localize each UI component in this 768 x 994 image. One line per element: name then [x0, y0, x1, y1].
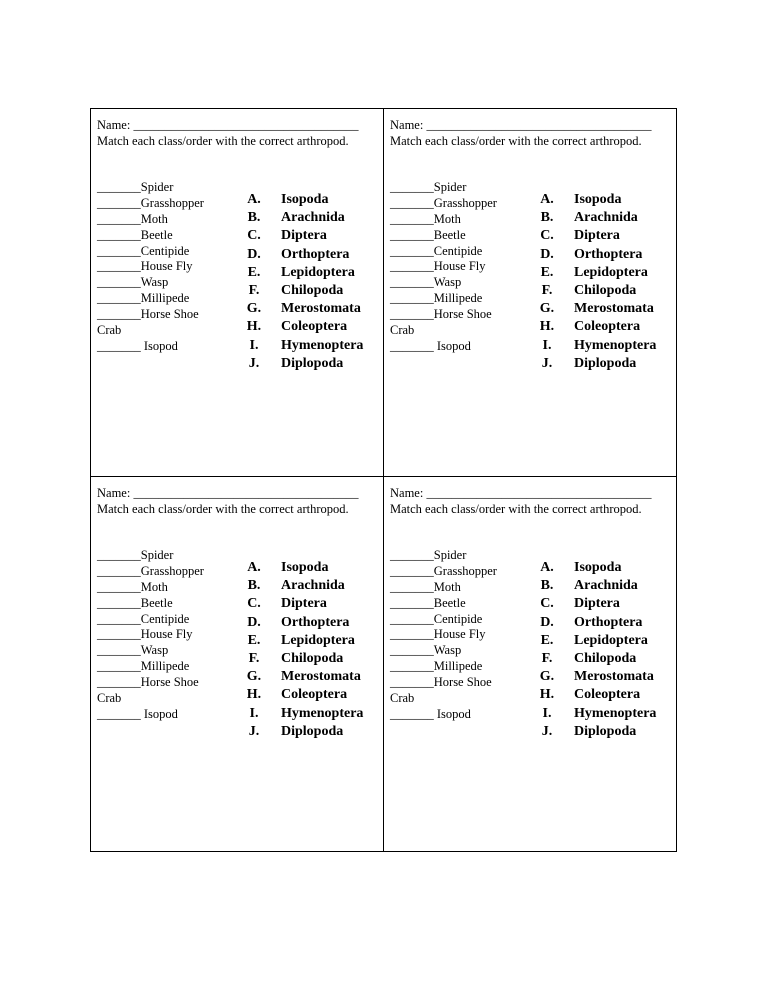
answer-name: Hymenoptera: [281, 337, 364, 353]
answer-name: Lepidoptera: [574, 264, 648, 280]
answer-letter: I.: [542, 337, 552, 353]
answer-name: Isopoda: [574, 560, 622, 575]
arthropod-blank-item: _______Wasp: [97, 643, 169, 658]
answer-name: Coleoptera: [574, 687, 641, 703]
answer-letter: B.: [247, 578, 261, 594]
class-order-list: [532, 191, 656, 373]
answer-letter: G.: [246, 301, 262, 317]
class-order-item: [239, 227, 363, 245]
quiz-card: [384, 477, 676, 851]
arthropod-blank-item: _______Centipide: [97, 611, 190, 626]
answer-letter: I.: [249, 705, 259, 721]
arthropod-blank-item: _______Wasp: [97, 275, 169, 290]
answer-letter: F.: [248, 650, 260, 666]
arthropod-blank-item: _______Horse Shoe: [390, 675, 492, 690]
answer-name: Orthoptera: [574, 246, 643, 262]
class-order-item: [239, 559, 363, 577]
instructions: Match each class/order with the correct arthropod.: [390, 134, 642, 148]
answer-letter: H.: [246, 687, 262, 703]
answer-letter: G.: [246, 669, 262, 685]
answer-letter: H.: [246, 319, 262, 335]
answer-letter: C.: [247, 596, 261, 612]
class-order-item: [532, 246, 656, 264]
answer-name: Hymenoptera: [281, 705, 364, 721]
answer-name: Diptera: [281, 596, 327, 612]
answer-letter: C.: [540, 596, 554, 612]
class-order-list: [239, 559, 363, 741]
arthropod-blank-item: _______ Isopod: [390, 338, 471, 353]
answer-name: Isopoda: [281, 560, 329, 575]
answer-name: Chilopoda: [574, 650, 637, 666]
class-order-item: [532, 355, 656, 373]
arthropod-blank-item: Crab: [97, 691, 122, 706]
answer-name: Coleoptera: [281, 687, 348, 703]
quiz-card: [384, 109, 676, 477]
class-order-item: [239, 686, 363, 704]
class-order-item: [532, 723, 656, 741]
answer-name: Orthoptera: [281, 246, 350, 262]
answer-letter: A.: [247, 192, 261, 207]
answer-name: Diplopoda: [574, 355, 637, 371]
arthropod-blank-item: _______House Fly: [390, 627, 486, 642]
class-order-item: [239, 705, 363, 723]
arthropod-list: [97, 548, 204, 723]
answer-name: Lepidoptera: [281, 632, 355, 648]
answer-letter: C.: [247, 228, 261, 244]
arthropod-blank-item: _______Grasshopper: [97, 563, 204, 578]
arthropod-blank-item: _______Horse Shoe: [390, 307, 492, 322]
class-order-item: [532, 559, 656, 577]
class-order-item: [532, 191, 656, 209]
arthropod-blank-item: _______Centipide: [390, 243, 483, 258]
arthropod-blank-item: _______Horse Shoe: [97, 307, 199, 322]
answer-letter: C.: [540, 228, 554, 244]
arthropod-blank-item: _______Millipede: [390, 291, 483, 306]
class-order-list: [532, 559, 656, 741]
arthropod-blank-item: _______House Fly: [97, 627, 193, 642]
class-order-item: [239, 209, 363, 227]
answer-name: Arachnida: [281, 578, 345, 594]
answer-name: Merostomata: [281, 669, 361, 685]
arthropod-blank-item: _______Moth: [97, 211, 168, 226]
class-order-item: [239, 337, 363, 355]
answer-name: Diplopoda: [574, 723, 637, 739]
arthropod-blank-item: _______Moth: [390, 211, 461, 226]
arthropod-blank-item: Crab: [390, 691, 415, 706]
class-order-item: [532, 227, 656, 245]
arthropod-blank-item: _______Horse Shoe: [97, 675, 199, 690]
answer-name: Arachnida: [281, 210, 345, 226]
arthropod-list: [390, 180, 497, 355]
name-field-line: Name: ____________________________________: [97, 486, 359, 500]
answer-letter: B.: [540, 578, 554, 594]
answer-name: Lepidoptera: [281, 264, 355, 280]
answer-name: Merostomata: [281, 301, 361, 317]
arthropod-blank-item: _______Millipede: [97, 659, 190, 674]
arthropod-blank-item: _______Moth: [390, 579, 461, 594]
name-field-line: Name: ____________________________________: [390, 486, 652, 500]
class-order-item: [532, 595, 656, 613]
arthropod-blank-item: _______Millipede: [390, 659, 483, 674]
class-order-item: [532, 686, 656, 704]
class-order-item: [239, 282, 363, 300]
class-order-item: [239, 614, 363, 632]
arthropod-blank-item: Crab: [97, 323, 122, 338]
arthropod-blank-item: _______Beetle: [390, 595, 466, 610]
answer-name: Chilopoda: [281, 650, 344, 666]
arthropod-blank-item: _______Grasshopper: [390, 195, 497, 210]
answer-letter: E.: [540, 632, 554, 648]
class-order-item: [532, 282, 656, 300]
class-order-item: [532, 705, 656, 723]
class-order-item: [239, 318, 363, 336]
class-order-item: [239, 595, 363, 613]
arthropod-blank-item: _______Spider: [97, 548, 174, 562]
arthropod-blank-item: _______Wasp: [390, 643, 462, 658]
answer-name: Merostomata: [574, 669, 654, 685]
answer-letter: E.: [540, 264, 554, 280]
answer-letter: H.: [539, 319, 555, 335]
answer-name: Merostomata: [574, 301, 654, 317]
class-order-item: [239, 355, 363, 373]
instructions: Match each class/order with the correct arthropod.: [97, 502, 349, 516]
answer-letter: B.: [247, 210, 261, 226]
answer-letter: D.: [540, 614, 554, 630]
answer-name: Diplopoda: [281, 355, 344, 371]
class-order-item: [532, 577, 656, 595]
answer-name: Arachnida: [574, 210, 638, 226]
class-order-item: [239, 264, 363, 282]
answer-letter: D.: [540, 246, 554, 262]
answer-name: Diptera: [281, 228, 327, 244]
quiz-card: [91, 477, 384, 851]
arthropod-blank-item: _______Beetle: [390, 227, 466, 242]
arthropod-blank-item: _______Spider: [97, 180, 174, 194]
answer-letter: G.: [539, 301, 555, 317]
answer-letter: F.: [248, 282, 260, 298]
answer-letter: A.: [540, 192, 554, 207]
answer-name: Chilopoda: [281, 282, 344, 298]
answer-name: Orthoptera: [281, 614, 350, 630]
arthropod-blank-item: _______Millipede: [97, 291, 190, 306]
class-order-item: [532, 300, 656, 318]
answer-name: Coleoptera: [281, 319, 348, 335]
name-field-line: Name: ____________________________________: [390, 118, 652, 132]
answer-name: Hymenoptera: [574, 337, 657, 353]
answer-letter: D.: [247, 614, 261, 630]
answer-letter: F.: [541, 650, 553, 666]
answer-name: Isopoda: [574, 192, 622, 207]
arthropod-blank-item: _______Centipide: [97, 243, 190, 258]
answer-name: Orthoptera: [574, 614, 643, 630]
answer-name: Diptera: [574, 596, 620, 612]
class-order-item: [239, 300, 363, 318]
arthropod-blank-item: _______Centipide: [390, 611, 483, 626]
answer-name: Coleoptera: [574, 319, 641, 335]
class-order-item: [239, 668, 363, 686]
answer-letter: E.: [247, 632, 261, 648]
arthropod-blank-item: _______Grasshopper: [97, 195, 204, 210]
arthropod-blank-item: _______Wasp: [390, 275, 462, 290]
arthropod-blank-item: Crab: [390, 323, 415, 338]
class-order-list: [239, 191, 363, 373]
answer-letter: A.: [247, 560, 261, 575]
arthropod-blank-item: _______House Fly: [390, 259, 486, 274]
worksheet-grid: [90, 108, 677, 852]
class-order-item: [239, 632, 363, 650]
class-order-item: [532, 632, 656, 650]
answer-name: Diplopoda: [281, 723, 344, 739]
answer-name: Diptera: [574, 228, 620, 244]
class-order-item: [532, 337, 656, 355]
arthropod-list: [390, 548, 497, 723]
instructions: Match each class/order with the correct arthropod.: [390, 502, 642, 516]
class-order-item: [239, 191, 363, 209]
instructions: Match each class/order with the correct arthropod.: [97, 134, 349, 148]
arthropod-blank-item: _______Grasshopper: [390, 563, 497, 578]
answer-letter: I.: [542, 705, 552, 721]
arthropod-blank-item: _______Spider: [390, 180, 467, 194]
class-order-item: [239, 577, 363, 595]
quiz-card: [91, 109, 384, 477]
answer-letter: E.: [247, 264, 261, 280]
answer-letter: A.: [540, 560, 554, 575]
class-order-item: [532, 668, 656, 686]
arthropod-blank-item: _______ Isopod: [97, 706, 178, 721]
class-order-item: [239, 723, 363, 741]
answer-name: Lepidoptera: [574, 632, 648, 648]
answer-name: Hymenoptera: [574, 705, 657, 721]
class-order-item: [532, 318, 656, 336]
answer-letter: H.: [539, 687, 555, 703]
arthropod-blank-item: _______ Isopod: [97, 338, 178, 353]
answer-letter: J.: [248, 355, 260, 371]
arthropod-blank-item: _______Beetle: [97, 227, 173, 242]
class-order-item: [532, 614, 656, 632]
arthropod-blank-item: _______House Fly: [97, 259, 193, 274]
arthropod-blank-item: _______Spider: [390, 548, 467, 562]
answer-letter: G.: [539, 669, 555, 685]
answer-name: Arachnida: [574, 578, 638, 594]
answer-letter: J.: [248, 723, 260, 739]
arthropod-blank-item: _______Moth: [97, 579, 168, 594]
name-field-line: Name: ____________________________________: [97, 118, 359, 132]
arthropod-list: [97, 180, 204, 355]
answer-letter: B.: [540, 210, 554, 226]
answer-name: Chilopoda: [574, 282, 637, 298]
answer-letter: J.: [541, 355, 553, 371]
answer-letter: F.: [541, 282, 553, 298]
class-order-item: [532, 650, 656, 668]
answer-name: Isopoda: [281, 192, 329, 207]
class-order-item: [532, 209, 656, 227]
class-order-item: [239, 246, 363, 264]
answer-letter: J.: [541, 723, 553, 739]
arthropod-blank-item: _______Beetle: [97, 595, 173, 610]
class-order-item: [239, 650, 363, 668]
answer-letter: D.: [247, 246, 261, 262]
answer-letter: I.: [249, 337, 259, 353]
class-order-item: [532, 264, 656, 282]
arthropod-blank-item: _______ Isopod: [390, 706, 471, 721]
